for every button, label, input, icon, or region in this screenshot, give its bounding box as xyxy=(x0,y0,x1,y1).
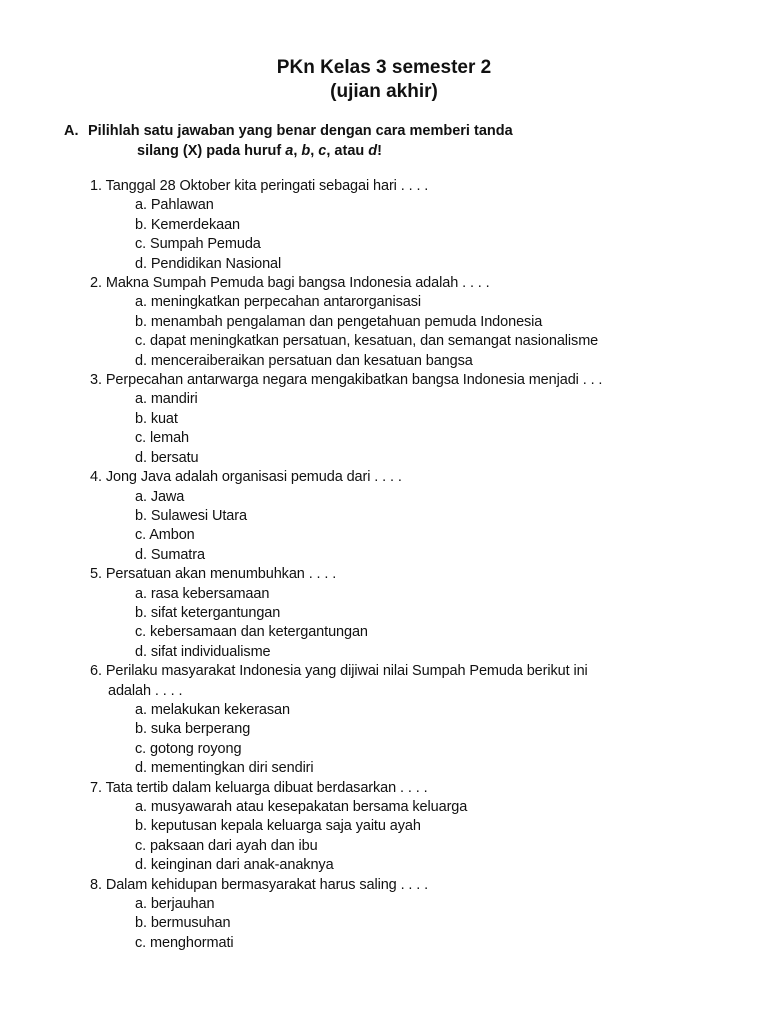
question-number: 6. xyxy=(90,663,102,680)
instruction-sep-2: , xyxy=(310,143,319,159)
question-text: Tata tertib dalam keluarga dibuat berdasarkan . . . . xyxy=(105,779,428,796)
answer-option[interactable]: c. dapat meningkatkan persatuan, kesatuan, dan semangat nasionalisme xyxy=(135,333,599,350)
answer-option[interactable]: d. bersatu xyxy=(135,449,199,466)
section-letter: A. xyxy=(64,123,79,139)
question-text-line xyxy=(90,468,750,487)
question-text: Perpecahan antarwarga negara mengakibatkan bangsa Indonesia menjadi . . . xyxy=(105,372,603,389)
question-number: 8. xyxy=(90,876,102,893)
choice-letter-b: b xyxy=(301,143,311,159)
answer-option[interactable]: b. sifat ketergantungan xyxy=(135,604,281,621)
instruction-text-2: silang (X) pada huruf xyxy=(137,143,286,159)
question-item xyxy=(90,779,750,876)
answer-option[interactable]: c. menghormati xyxy=(135,934,234,951)
question-item xyxy=(90,177,750,274)
question-text: Tanggal 28 Oktober kita peringati sebagai hari . . . . xyxy=(105,178,429,194)
choice-letter-a: a xyxy=(285,143,294,159)
instruction-sep-3: , atau xyxy=(326,143,369,159)
answer-option[interactable]: a. rasa kebersamaan xyxy=(135,585,270,602)
instruction-line-2 xyxy=(64,141,744,161)
question-number: 1. xyxy=(90,178,102,194)
answer-option[interactable]: d. menceraiberaikan persatuan dan kesatuan bangsa xyxy=(135,352,473,369)
answer-option[interactable]: d. sifat individualisme xyxy=(135,643,271,660)
answer-option[interactable]: c. Ambon xyxy=(135,527,195,544)
answer-option[interactable]: a. Jawa xyxy=(135,488,185,505)
title-block xyxy=(0,56,768,104)
question-item xyxy=(90,371,750,468)
section-instruction xyxy=(64,121,744,161)
answer-option[interactable]: d. keinginan dari anak-anaknya xyxy=(135,857,334,874)
choice-letter-d: d xyxy=(368,143,378,159)
answer-option[interactable]: c. paksaan dari ayah dan ibu xyxy=(135,837,318,854)
answer-option[interactable]: d. Pendidikan Nasional xyxy=(135,255,282,272)
answer-option[interactable]: c. kebersamaan dan ketergantungan xyxy=(135,624,368,641)
instruction-line-1 xyxy=(64,121,744,141)
question-text: Persatuan akan menumbuhkan . . . . xyxy=(105,566,337,583)
answer-option[interactable]: b. kuat xyxy=(135,410,178,427)
question-item xyxy=(90,274,750,371)
answer-option[interactable]: a. musyawarah atau kesepakatan bersama keluarga xyxy=(135,799,468,815)
question-text-line xyxy=(90,371,750,390)
answer-option[interactable]: b. Kemerdekaan xyxy=(135,216,240,233)
question-number: 2. xyxy=(90,275,102,292)
question-item xyxy=(90,468,750,565)
question-text-continuation: adalah . . . . xyxy=(108,682,183,699)
question-item xyxy=(90,662,750,778)
answer-option[interactable]: d. Sumatra xyxy=(135,546,205,563)
choice-letter-c: c xyxy=(318,143,327,159)
question-item xyxy=(90,565,750,662)
answer-option[interactable]: b. bermusuhan xyxy=(135,915,231,932)
answer-option[interactable]: a. meningkatkan perpecahan antarorganisasi xyxy=(135,294,421,311)
answer-option[interactable]: c. gotong royong xyxy=(135,740,242,757)
question-text-line xyxy=(90,177,750,196)
answer-option[interactable]: a. melakukan kekerasan xyxy=(135,701,290,718)
question-number: 4. xyxy=(90,469,102,486)
answer-option[interactable]: a. mandiri xyxy=(135,391,198,408)
answer-option[interactable]: b. menambah pengalaman dan pengetahuan pemuda Indonesia xyxy=(135,313,543,330)
question-text-line xyxy=(90,662,750,681)
instruction-end: ! xyxy=(377,143,382,159)
question-text: Dalam kehidupan bermasyarakat harus saling . . . . xyxy=(105,876,429,893)
question-number: 5. xyxy=(90,566,102,583)
document-title: PKn Kelas 3 semester 2 xyxy=(276,57,492,78)
question-text: Perilaku masyarakat Indonesia yang dijiwai nilai Sumpah Pemuda berikut ini xyxy=(105,663,588,680)
answer-option[interactable]: a. Pahlawan xyxy=(135,197,214,214)
question-text-line xyxy=(90,876,750,895)
question-text-line xyxy=(90,565,750,584)
question-list xyxy=(90,177,750,953)
question-text: Makna Sumpah Pemuda bagi bangsa Indonesia adalah . . . . xyxy=(105,275,490,292)
answer-option[interactable]: b. Sulawesi Utara xyxy=(135,507,247,524)
answer-option[interactable]: a. berjauhan xyxy=(135,896,215,913)
question-number: 7. xyxy=(90,779,102,796)
answer-option[interactable]: b. suka berperang xyxy=(135,721,251,738)
question-text: Jong Java adalah organisasi pemuda dari . . . . xyxy=(105,469,402,486)
question-text-line xyxy=(90,779,750,798)
answer-option[interactable]: b. keputusan kepala keluarga saja yaitu ayah xyxy=(135,818,421,835)
question-item xyxy=(90,876,750,954)
answer-option[interactable]: d. mementingkan diri sendiri xyxy=(135,760,314,777)
answer-option[interactable]: c. lemah xyxy=(135,430,189,447)
instruction-sep-1: , xyxy=(293,143,302,159)
instruction-text-1: Pilihlah satu jawaban yang benar dengan cara memberi tanda xyxy=(88,123,513,139)
answer-option[interactable]: c. Sumpah Pemuda xyxy=(135,236,261,253)
question-number: 3. xyxy=(90,372,102,389)
question-text-line xyxy=(90,274,750,293)
document-subtitle: (ujian akhir) xyxy=(330,81,438,102)
